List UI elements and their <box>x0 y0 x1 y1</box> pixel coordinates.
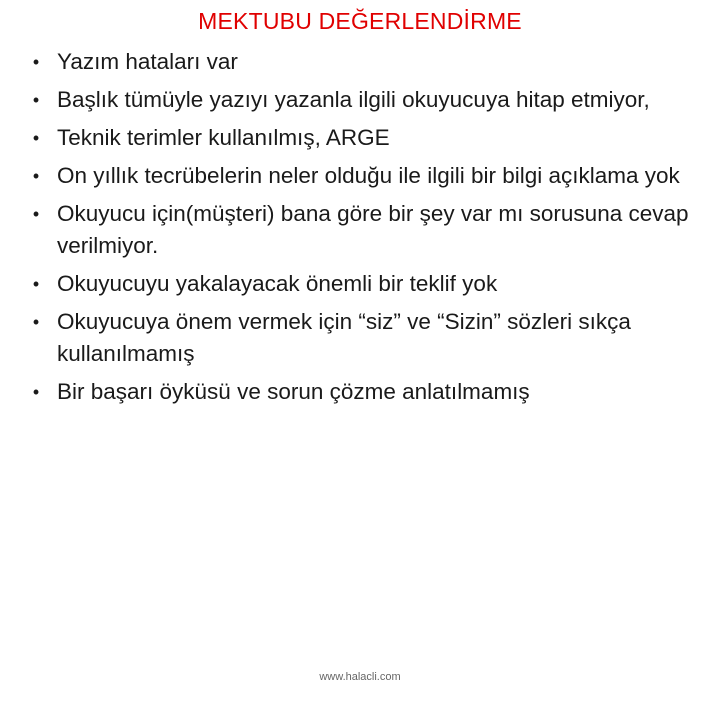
page-title: MEKTUBU DEĞERLENDİRME <box>198 8 522 34</box>
bullet-icon: • <box>32 382 40 402</box>
list-item-text: Yazım hataları var <box>57 49 238 74</box>
bullet-icon: • <box>32 204 40 224</box>
list-item <box>0 84 720 116</box>
list-item-text: Teknik terimler kullanılmış, ARGE <box>57 125 390 150</box>
list-item-text: On yıllık tecrübelerin neler olduğu ile ilgili bir bilgi açıklama yok <box>57 163 680 188</box>
list-item-text: Okuyucuyu yakalayacak önemli bir teklif yok <box>57 271 498 296</box>
list-item <box>0 160 720 192</box>
list-item-text: Okuyucuya önem vermek için “siz” ve “Sizin” sözleri sıkça kullanılmamış <box>57 309 631 366</box>
list-item <box>0 46 720 78</box>
list-item <box>0 122 720 154</box>
list-item-text: Bir başarı öyküsü ve sorun çözme anlatılmamış <box>57 379 530 404</box>
footer-url: www.halacli.com <box>319 671 401 683</box>
bullet-icon: • <box>32 128 40 148</box>
list-item-text: Okuyucu için(müşteri) bana göre bir şey var mı sorusuna cevap verilmiyor. <box>57 201 689 258</box>
bullet-icon: • <box>32 90 40 110</box>
list-item <box>0 376 720 408</box>
bullet-icon: • <box>32 312 40 332</box>
bullet-list <box>0 46 720 414</box>
list-item <box>0 306 720 370</box>
bullet-icon: • <box>32 274 40 294</box>
list-item <box>0 198 720 262</box>
bullet-icon: • <box>32 52 40 72</box>
list-item <box>0 268 720 300</box>
list-item-text: Başlık tümüyle yazıyı yazanla ilgili okuyucuya hitap etmiyor, <box>57 87 650 112</box>
bullet-icon: • <box>32 166 40 186</box>
